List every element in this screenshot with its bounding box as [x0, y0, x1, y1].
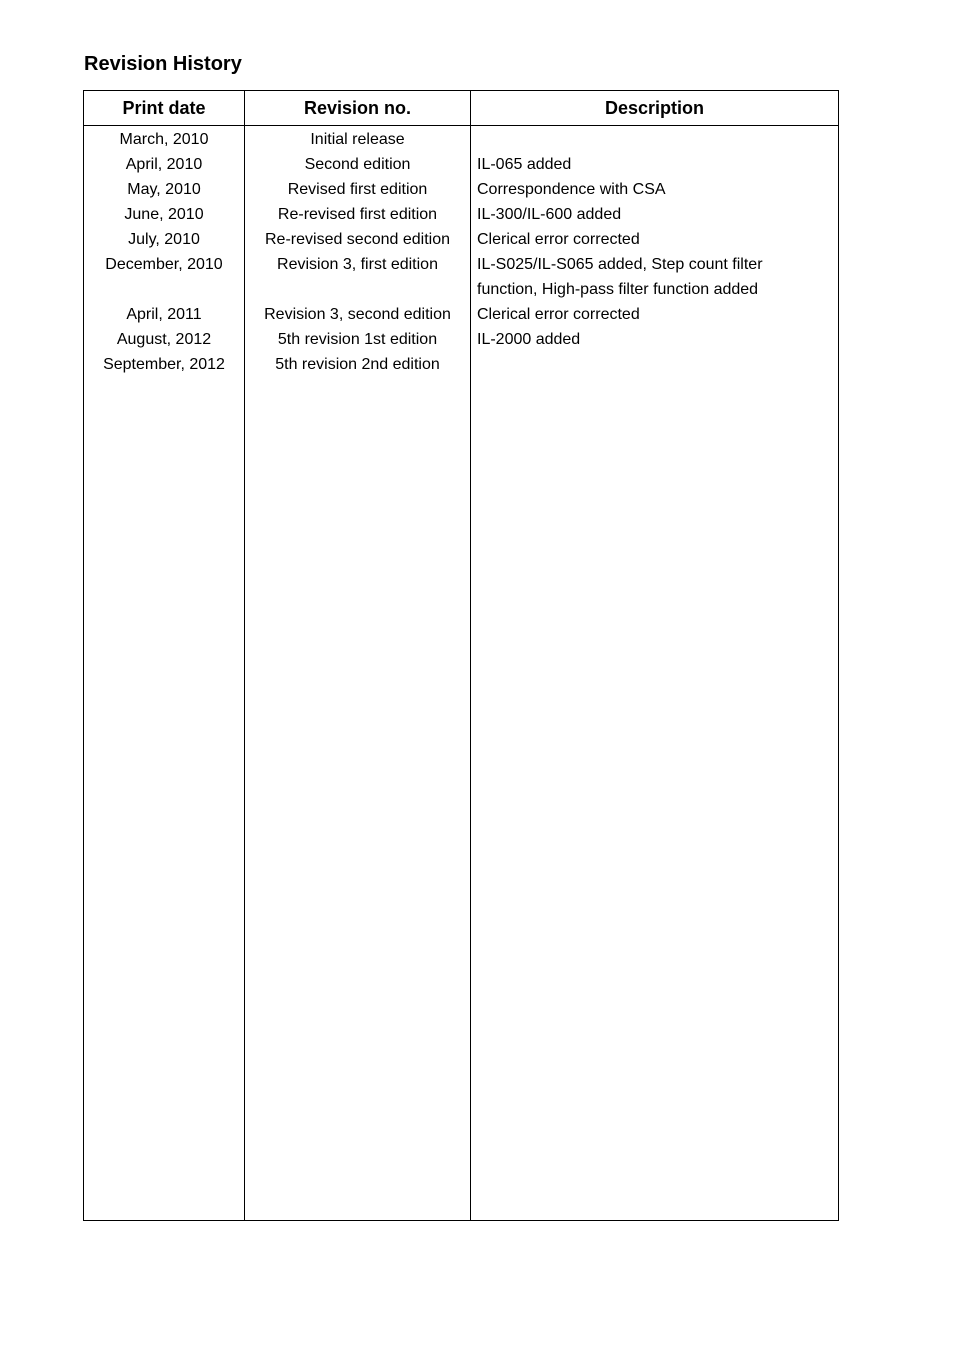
- header-description: Description: [471, 91, 839, 126]
- description-cell: Clerical error corrected: [477, 306, 640, 323]
- print-date-cell: December, 2010: [105, 256, 223, 273]
- page-title: Revision History: [84, 53, 242, 75]
- print-date-cell: May, 2010: [127, 181, 201, 198]
- table-body-row: [84, 126, 839, 1221]
- revision-no-cell: Revision 3, first edition: [277, 256, 438, 273]
- revision-no-cell: 5th revision 2nd edition: [275, 356, 440, 373]
- description-cell: [471, 352, 838, 377]
- print-date-cell: [84, 277, 244, 302]
- print-date-column: [84, 126, 245, 1221]
- table-header-row: [84, 91, 839, 126]
- description-cell: function, High-pass filter function added: [477, 281, 759, 298]
- description-cell: Clerical error corrected: [477, 231, 640, 248]
- description-cell: IL-S025/IL-S065 added, Step count filter: [477, 256, 763, 273]
- print-date-cell: April, 2010: [125, 156, 203, 173]
- revision-no-cell: 5th revision 1st edition: [277, 331, 438, 348]
- description-cell: Correspondence with CSA: [477, 181, 666, 198]
- revision-no-cell: Re-revised first edition: [277, 206, 438, 223]
- description-column: [471, 126, 839, 1221]
- print-date-cell: April, 2011: [126, 306, 202, 323]
- revision-no-cell: [245, 277, 470, 302]
- description-cell: IL-065 added: [477, 156, 572, 173]
- revision-no-cell: Second edition: [304, 156, 411, 173]
- description-cell: IL-2000 added: [477, 331, 581, 348]
- print-date-cell: June, 2010: [124, 206, 204, 223]
- print-date-cell: August, 2012: [116, 331, 212, 348]
- header-print-date: Print date: [84, 91, 245, 126]
- revision-no-column: [245, 126, 471, 1221]
- print-date-cell: July, 2010: [128, 231, 200, 248]
- revision-no-cell: Initial release: [310, 131, 405, 148]
- description-cell: [471, 127, 838, 152]
- print-date-cell: March, 2010: [119, 131, 209, 148]
- description-cell: IL-300/IL-600 added: [477, 206, 622, 223]
- revision-history-table: [83, 90, 839, 1221]
- print-date-cell: September, 2012: [103, 356, 225, 373]
- revision-no-cell: Revision 3, second edition: [264, 306, 451, 323]
- revision-no-cell: Revised first edition: [287, 181, 428, 198]
- header-revision-no: Revision no.: [245, 91, 471, 126]
- revision-no-cell: Re-revised second edition: [265, 231, 450, 248]
